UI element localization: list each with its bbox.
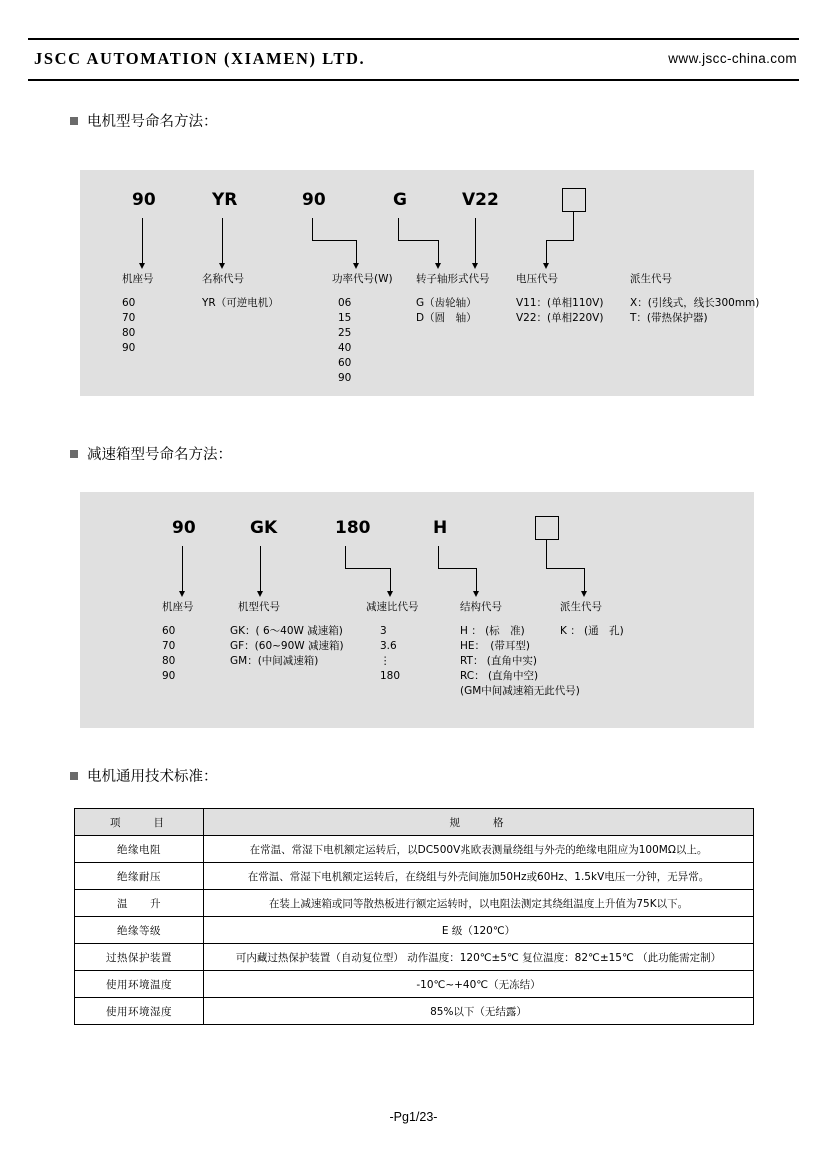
- table-cell-spec: 85%以下（无结露）: [204, 998, 754, 1025]
- leader-line-shaft-b: [398, 240, 438, 241]
- gearbox-col-items-type: [230, 624, 344, 669]
- leader-line-shaft-a: [398, 218, 399, 240]
- motor-col-items-shaft: [416, 296, 477, 326]
- leader-arrow-shaft: [435, 263, 441, 269]
- leader-line-gb-deriv-a: [546, 540, 547, 568]
- list-item: K ： (通 孔): [560, 625, 624, 637]
- list-item: 15: [338, 312, 352, 324]
- leader-line-gb-struct-a: [438, 546, 439, 568]
- gearbox-col-label-derivative: 派生代号: [560, 601, 602, 613]
- table-cell-item: 温 升: [75, 890, 204, 917]
- leader-line-power-b: [312, 240, 356, 241]
- motor-col-label-frame: 机座号: [122, 273, 154, 285]
- list-item: V11：(单相110V): [516, 297, 604, 309]
- leader-line-gb-deriv-b: [546, 568, 584, 569]
- gearbox-code-structure: H: [433, 518, 448, 538]
- motor-col-items-derivative: [630, 296, 759, 326]
- leader-line-gb-ratio-a: [345, 546, 346, 568]
- leader-line-frame: [142, 218, 143, 266]
- list-item: D（圆 轴）: [416, 312, 477, 324]
- list-item: 60: [338, 357, 352, 369]
- table-cell-item: 过热保护装置: [75, 944, 204, 971]
- table-cell-spec: E 级（120℃）: [204, 917, 754, 944]
- page-header: [0, 38, 827, 80]
- table-row: [75, 998, 754, 1025]
- bullet-square-icon: [70, 117, 78, 125]
- leader-line-derivative-b: [546, 240, 574, 241]
- leader-arrow-gb-struct: [473, 591, 479, 597]
- gearbox-col-items-ratio: [380, 624, 400, 684]
- list-item: 06: [338, 297, 352, 309]
- table-header-row: [75, 809, 754, 836]
- motor-code-voltage: V22: [462, 190, 499, 210]
- list-item: 90: [338, 372, 352, 384]
- motor-col-items-name: [202, 296, 279, 311]
- gearbox-code-ratio: 180: [335, 518, 371, 538]
- gearbox-code-frame: 90: [172, 518, 196, 538]
- motor-col-items-frame: [122, 296, 135, 356]
- list-item: 40: [338, 342, 352, 354]
- list-item: 180: [380, 670, 401, 682]
- list-item: 3: [380, 625, 387, 637]
- list-item: 60: [122, 297, 136, 309]
- motor-naming-panel: [80, 170, 760, 396]
- table-row: [75, 971, 754, 998]
- gearbox-col-label-frame: 机座号: [162, 601, 194, 613]
- page-footer: -Pg1/23-: [389, 1110, 438, 1124]
- table-cell-item: 使用环境温度: [75, 971, 204, 998]
- gearbox-col-items-derivative: [560, 624, 624, 639]
- list-item: T：(带热保护器): [630, 312, 708, 324]
- motor-code-name: YR: [212, 190, 238, 210]
- leader-arrow-gb-ratio: [387, 591, 393, 597]
- motor-col-items-voltage: [516, 296, 603, 326]
- section-title-gearbox-naming: [70, 443, 232, 464]
- motor-col-label-shaft: 转子轴形式代号: [416, 273, 490, 285]
- leader-arrow-frame: [139, 263, 145, 269]
- list-item: G（齿轮轴）: [416, 297, 477, 309]
- leader-line-power-a: [312, 218, 313, 240]
- motor-code-derivative-box: [562, 188, 586, 212]
- company-name: JSCC AUTOMATION (XIAMEN) LTD.: [34, 49, 366, 68]
- leader-line-voltage: [475, 218, 476, 266]
- spec-table: [74, 808, 754, 1025]
- list-item: 80: [162, 655, 176, 667]
- list-item: RT： (直角中实): [460, 655, 537, 667]
- leader-line-gb-type: [260, 546, 261, 594]
- motor-col-label-power: 功率代号(W): [332, 273, 393, 285]
- motor-code-power: 90: [302, 190, 326, 210]
- list-item: (GM中间减速箱无此代号): [460, 685, 580, 697]
- leader-arrow-name: [219, 263, 225, 269]
- table-row: [75, 863, 754, 890]
- section-title-motor-naming-text: 电机型号命名方法：: [87, 114, 218, 130]
- list-item: GK：( 6～40W 减速箱): [230, 625, 343, 637]
- leader-arrow-power: [353, 263, 359, 269]
- table-cell-item: 使用环境湿度: [75, 998, 204, 1025]
- list-item: RC： (直角中空): [460, 670, 539, 682]
- motor-code-frame: 90: [132, 190, 156, 210]
- section-title-motor-naming: [70, 110, 218, 131]
- section-title-gearbox-naming-text: 减速箱型号命名方法：: [87, 447, 232, 463]
- list-item: ⋮: [380, 655, 391, 667]
- gearbox-code-derivative-box: [535, 516, 559, 540]
- list-item: 80: [122, 327, 136, 339]
- list-item: 70: [162, 640, 176, 652]
- header-rule-bottom: [28, 79, 799, 81]
- leader-line-gb-struct-b: [438, 568, 476, 569]
- gearbox-col-label-type: 机型代号: [238, 601, 280, 613]
- table-cell-item: 绝缘电阻: [75, 836, 204, 863]
- list-item: GF：(60~90W 减速箱): [230, 640, 344, 652]
- list-item: 90: [122, 342, 136, 354]
- table-cell-spec: 在常温、常湿下电机额定运转后，在绕组与外壳间施加50Hz或60Hz、1.5kV电压一分钟，无异常。: [204, 863, 754, 890]
- gearbox-col-label-structure: 结构代号: [460, 601, 502, 613]
- table-cell-spec: 在装上减速箱或同等散热板进行额定运转时，以电阻法测定其绕组温度上升值为75K以下。: [204, 890, 754, 917]
- leader-line-gb-ratio-b: [345, 568, 390, 569]
- table-row: [75, 836, 754, 863]
- list-item: H ： (标 准): [460, 625, 525, 637]
- table-cell-item: 绝缘等级: [75, 917, 204, 944]
- leader-arrow-gb-deriv: [581, 591, 587, 597]
- leader-arrow-voltage: [472, 263, 478, 269]
- bullet-square-icon: [70, 450, 78, 458]
- table-row: [75, 917, 754, 944]
- list-item: 3.6: [380, 640, 397, 652]
- table-row: [75, 944, 754, 971]
- leader-arrow-derivative: [543, 263, 549, 269]
- list-item: X：(引线式，线长300mm): [630, 297, 760, 309]
- leader-arrow-gb-type: [257, 591, 263, 597]
- list-item: 90: [162, 670, 176, 682]
- table-cell-spec: 在常温、常湿下电机额定运转后，以DC500V兆欧表测量绕组与外壳的绝缘电阻应为100MΩ以上。: [204, 836, 754, 863]
- bullet-square-icon: [70, 772, 78, 780]
- section-title-spec: [70, 765, 218, 786]
- gearbox-col-items-frame: [162, 624, 175, 684]
- table-header-spec: 规 格: [204, 809, 754, 836]
- header-rule-top: [28, 38, 799, 40]
- leader-line-name: [222, 218, 223, 266]
- list-item: 25: [338, 327, 352, 339]
- list-item: YR（可逆电机）: [202, 297, 279, 309]
- list-item: V22：(单相220V): [516, 312, 604, 324]
- list-item: GM：(中间减速箱): [230, 655, 319, 667]
- section-title-spec-text: 电机通用技术标准：: [87, 769, 218, 785]
- gearbox-naming-panel: [80, 492, 754, 728]
- table-header-item: 项 目: [75, 809, 204, 836]
- gearbox-code-type: GK: [250, 518, 278, 538]
- motor-col-items-power: [338, 296, 351, 386]
- motor-col-label-name: 名称代号: [202, 273, 244, 285]
- list-item: 70: [122, 312, 136, 324]
- leader-arrow-gb-frame: [179, 591, 185, 597]
- table-row: [75, 890, 754, 917]
- motor-code-shaft: G: [393, 190, 407, 210]
- list-item: HE： (带耳型): [460, 640, 530, 652]
- motor-col-label-derivative: 派生代号: [630, 273, 672, 285]
- table-cell-spec: 可内藏过热保护装置（自动复位型） 动作温度：120℃±5℃ 复位温度：82℃±15℃ （此功能需定制）: [204, 944, 754, 971]
- list-item: 60: [162, 625, 176, 637]
- gearbox-col-label-ratio: 减速比代号: [366, 601, 419, 613]
- company-website: www.jscc-china.com: [668, 51, 797, 66]
- table-cell-spec: -10℃~+40℃（无冻结）: [204, 971, 754, 998]
- leader-line-gb-frame: [182, 546, 183, 594]
- table-cell-item: 绝缘耐压: [75, 863, 204, 890]
- leader-line-derivative-a: [573, 212, 574, 240]
- motor-col-label-voltage: 电压代号: [516, 273, 558, 285]
